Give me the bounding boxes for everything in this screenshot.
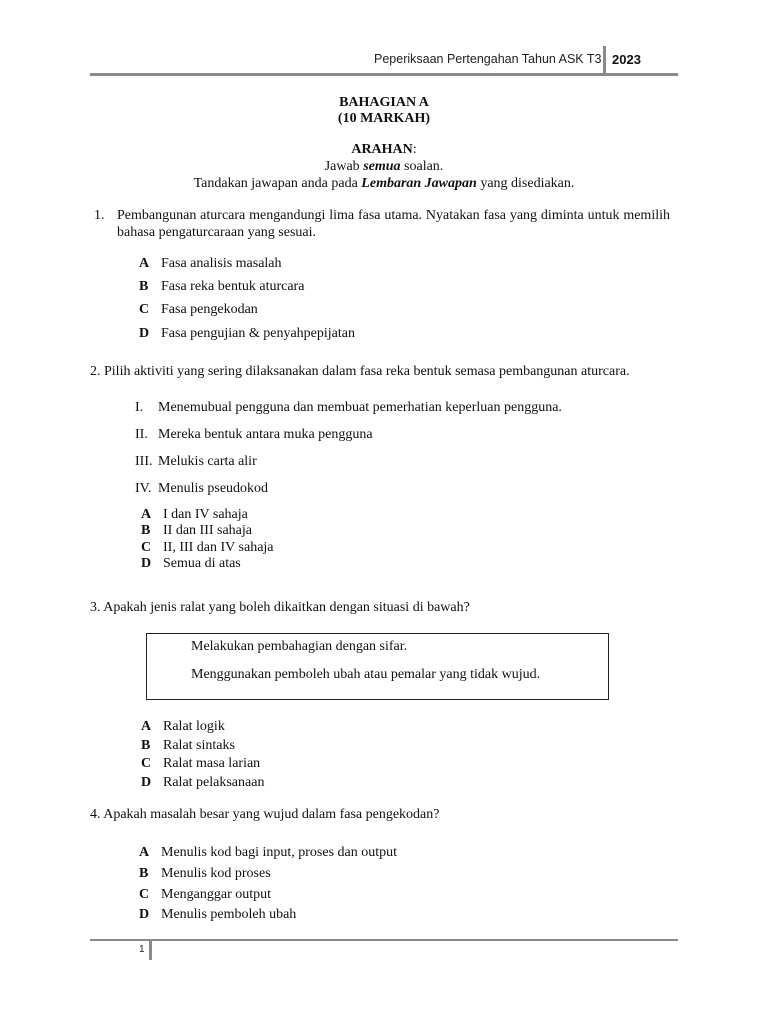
instr1-pre: Jawab (324, 159, 364, 174)
q3-option-a[interactable] (141, 719, 225, 735)
option-text: II, III dan IV sahaja (163, 540, 274, 555)
option-letter: C (139, 887, 150, 902)
q3-text: 3. Apakah jenis ralat yang boleh dikaitkan dengan situasi di bawah? (90, 600, 470, 615)
instructions-heading-text: ARAHAN (351, 142, 413, 157)
section-marks: (10 MARKAH) (337, 111, 431, 126)
q1-number: 1. (94, 208, 105, 223)
option-text: I dan IV sahaja (163, 507, 248, 522)
q2-option-d[interactable] (141, 556, 241, 572)
option-letter: A (139, 845, 150, 860)
option-letter: A (141, 507, 152, 522)
q2-statement-2 (135, 427, 373, 443)
statement-text: Menemubual pengguna dan membuat pemerhatian keperluan pengguna. (158, 400, 562, 415)
option-letter: B (139, 279, 149, 294)
statement-text: Mereka bentuk antara muka pengguna (158, 427, 373, 442)
q1-text-line1: Pembangunan aturcara mengandungi lima fasa utama. Nyatakan fasa yang diminta untuk memilih (117, 208, 670, 223)
q2-statement-4 (135, 481, 268, 497)
q3-box-line-2: Menggunakan pemboleh ubah atau pemalar yang tidak wujud. (191, 667, 541, 682)
instructions-line-2 (0, 176, 768, 192)
option-letter: C (139, 302, 150, 317)
q3-option-b[interactable] (141, 738, 235, 754)
instructions-heading (0, 142, 768, 158)
option-text: Ralat pelaksanaan (163, 775, 265, 790)
option-letter: B (141, 523, 151, 538)
page-number: 1 (139, 944, 145, 955)
option-letter: C (141, 540, 152, 555)
q2-option-c[interactable] (141, 540, 274, 556)
instr2-post: yang disediakan. (476, 176, 575, 191)
q2-text: 2. Pilih aktiviti yang sering dilaksanakan dalam fasa reka bentuk semasa pembangunan aturcara. (90, 364, 630, 379)
option-letter: B (141, 738, 151, 753)
statement-num: III. (135, 454, 153, 469)
option-text: Ralat sintaks (163, 738, 235, 753)
option-letter: A (139, 256, 150, 271)
q2-statement-1 (135, 400, 562, 416)
statement-num: I. (135, 400, 144, 415)
statement-num: II. (135, 427, 148, 442)
option-text: Fasa pengekodan (161, 302, 258, 317)
instr1-em: semua (363, 159, 401, 174)
option-text: Ralat masa larian (163, 756, 261, 771)
option-letter: D (141, 775, 152, 790)
statement-num: IV. (135, 481, 152, 496)
option-letter: B (139, 866, 149, 881)
option-text: Fasa reka bentuk aturcara (161, 279, 305, 294)
section-title: BAHAGIAN A (339, 95, 429, 110)
option-letter: D (139, 326, 150, 341)
option-letter: D (139, 907, 150, 922)
instr2-em: Lembaran Jawapan (361, 176, 477, 191)
q4-option-a[interactable] (139, 845, 397, 861)
instr2-pre: Tandakan jawapan anda pada (193, 176, 362, 191)
q4-text: 4. Apakah masalah besar yang wujud dalam fasa pengekodan? (90, 807, 440, 822)
q1-option-a[interactable] (139, 256, 282, 272)
q4-option-d[interactable] (139, 907, 296, 923)
statement-text: Menulis pseudokod (158, 481, 269, 496)
q3-situation-box (146, 633, 609, 700)
instructions-line-1 (0, 159, 768, 175)
option-text: Menulis kod bagi input, proses dan output (161, 845, 398, 860)
q1-option-c[interactable] (139, 302, 258, 318)
footer-divider (149, 941, 152, 960)
option-letter: D (141, 556, 152, 571)
statement-text: Melukis carta alir (158, 454, 257, 469)
header-divider (603, 46, 606, 74)
option-text: II dan III sahaja (163, 523, 253, 538)
instr1-post: soalan. (400, 159, 444, 174)
q3-option-c[interactable] (141, 756, 260, 772)
option-letter: A (141, 719, 152, 734)
footer-rule (90, 939, 678, 941)
option-text: Semua di atas (163, 556, 241, 571)
option-text: Fasa analisis masalah (161, 256, 282, 271)
q1-option-b[interactable] (139, 279, 304, 295)
header-title: Peperiksaan Pertengahan Tahun ASK T3 (374, 52, 602, 66)
instructions-heading-colon: : (412, 142, 417, 157)
option-text: Menganggar output (161, 887, 272, 902)
q3-box-line-1: Melakukan pembahagian dengan sifar. (191, 639, 408, 654)
q3-option-d[interactable] (141, 775, 264, 791)
header-year: 2023 (612, 52, 641, 67)
option-text: Fasa pengujian & penyahpepijatan (161, 326, 355, 341)
q2-option-b[interactable] (141, 523, 252, 539)
q1-text-line2: bahasa pengaturcaraan yang sesuai. (117, 225, 317, 240)
q4-option-c[interactable] (139, 887, 271, 903)
q1-option-d[interactable] (139, 326, 355, 342)
q2-statement-3 (135, 454, 257, 470)
q4-option-b[interactable] (139, 866, 271, 882)
option-letter: C (141, 756, 152, 771)
q2-option-a[interactable] (141, 507, 248, 523)
option-text: Menulis kod proses (161, 866, 271, 881)
header-rule (90, 73, 678, 76)
option-text: Menulis pemboleh ubah (161, 907, 297, 922)
option-text: Ralat logik (163, 719, 225, 734)
